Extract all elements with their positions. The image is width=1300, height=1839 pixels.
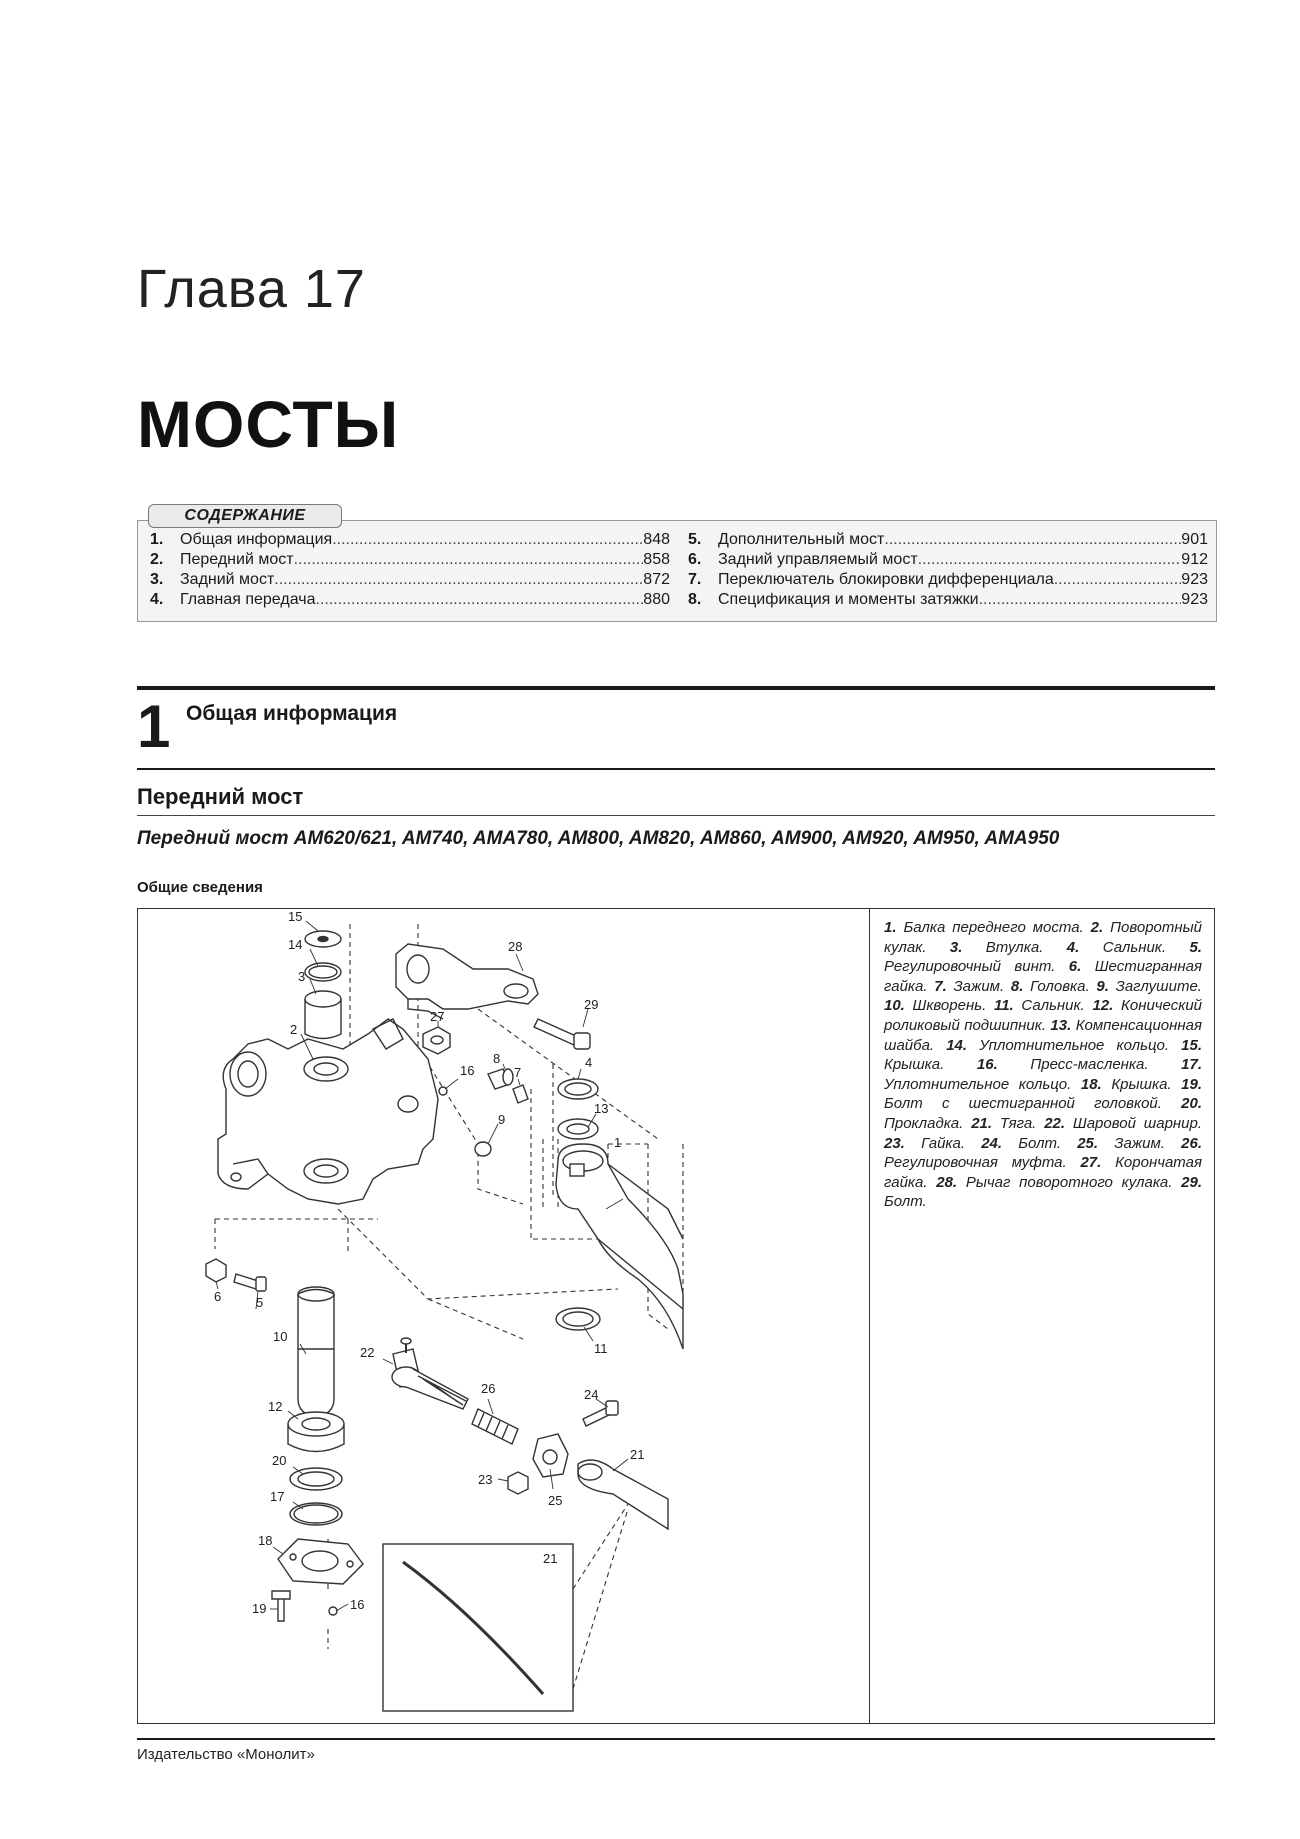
- legend-text: Конический роликовый подшипник.: [884, 997, 1202, 1034]
- dot-leader: [274, 570, 643, 590]
- legend-text: Болт.: [1018, 1134, 1062, 1152]
- callout-19: 19: [252, 1601, 267, 1616]
- legend-number: 20.: [1181, 1095, 1202, 1113]
- callout-leaders: [216, 921, 628, 1611]
- entry-label: Передний мост: [180, 551, 294, 568]
- legend-text: Компенсационная шайба.: [884, 1016, 1202, 1054]
- contents-entry[interactable]: [150, 550, 670, 570]
- publisher-footer: Издательство «Монолит»: [137, 1746, 315, 1763]
- legend-number: 1.: [884, 919, 897, 936]
- legend-number: 12.: [1092, 997, 1114, 1015]
- contents-left-column: [150, 530, 670, 610]
- callout-21: 21: [630, 1447, 645, 1462]
- legend-number: 14.: [946, 1036, 968, 1054]
- legend-number: 3.: [949, 938, 963, 956]
- legend-text: Крышка.: [884, 1056, 945, 1074]
- legend-number: 17.: [1181, 1056, 1203, 1074]
- entry-page: 912: [1181, 551, 1208, 568]
- section-title: Общая информация: [186, 702, 398, 725]
- legend-number: 23.: [884, 1134, 905, 1152]
- legend-number: 11.: [993, 997, 1014, 1015]
- legend-text: Пресс-масленка.: [1030, 1056, 1149, 1074]
- callout-13: 13: [594, 1101, 609, 1116]
- legend-number: 25.: [1077, 1134, 1099, 1152]
- chapter-label: Глава 17: [137, 259, 366, 319]
- callout-1: 1: [614, 1135, 622, 1150]
- entry-number: 7.: [688, 571, 702, 588]
- callout-7: 7: [514, 1065, 522, 1080]
- callout-23: 23: [478, 1472, 493, 1487]
- entry-label: Задний мост: [180, 571, 275, 588]
- entry-number: 6.: [688, 551, 702, 568]
- dot-leader: [979, 590, 1182, 610]
- subsection-heading: Передний мост: [137, 784, 304, 809]
- callout-17: 17: [270, 1489, 285, 1504]
- entry-number: 1.: [150, 531, 164, 548]
- figure-legend: [884, 918, 1202, 1212]
- legend-text: Сальник.: [1102, 938, 1167, 956]
- diagram-drawing: [206, 924, 683, 1711]
- callout-20: 20: [272, 1453, 287, 1468]
- legend-text: Зажим.: [953, 977, 1005, 995]
- entry-label: Спецификация и моменты затяжки: [718, 591, 979, 608]
- callout-16: 16: [460, 1063, 475, 1078]
- subsection-rule: [137, 815, 1215, 816]
- footer-rule: [137, 1738, 1215, 1740]
- dot-leader: [332, 530, 643, 550]
- callout-14: 14: [288, 937, 303, 952]
- legend-number: 29.: [1181, 1173, 1203, 1191]
- legend-text: Регулировочная муфта.: [884, 1154, 1067, 1172]
- legend-number: 21.: [971, 1114, 993, 1132]
- entry-label: Задний управляемый мост: [718, 551, 918, 568]
- legend-number: 22.: [1044, 1114, 1066, 1132]
- callout-9: 9: [498, 1112, 506, 1127]
- section-number: 1: [137, 693, 171, 760]
- legend-text: Зажим.: [1114, 1134, 1165, 1152]
- callout-12: 12: [268, 1399, 283, 1414]
- callout-11: 11: [594, 1341, 608, 1356]
- legend-text: Рычаг поворотного кулака.: [965, 1173, 1173, 1191]
- legend-text: Шаровой шарнир.: [1072, 1114, 1203, 1132]
- legend-text: Сальник.: [1021, 997, 1085, 1015]
- callout-6: 6: [214, 1289, 222, 1304]
- callout-21: 21: [543, 1551, 558, 1566]
- entry-page: 880: [643, 591, 670, 608]
- legend-number: 18.: [1080, 1075, 1102, 1093]
- legend-number: 6.: [1068, 958, 1082, 976]
- callout-29: 29: [584, 997, 599, 1012]
- callout-8: 8: [493, 1051, 501, 1066]
- legend-number: 24.: [981, 1134, 1003, 1152]
- legend-text: Крышка.: [1111, 1075, 1172, 1093]
- legend-text: Головка.: [1030, 977, 1090, 995]
- contents-entry[interactable]: [688, 590, 1208, 610]
- callout-2: 2: [290, 1022, 298, 1037]
- legend-text: Болт с шестигранной головкой.: [884, 1095, 1162, 1113]
- legend-number: 8.: [1010, 977, 1024, 995]
- legend-number: 2.: [1090, 919, 1104, 936]
- callout-3: 3: [298, 969, 306, 984]
- legend-number: 19.: [1181, 1075, 1203, 1093]
- entry-page: 923: [1181, 591, 1208, 608]
- figure-divider: [869, 908, 870, 1724]
- callout-5: 5: [256, 1295, 264, 1310]
- section-bottom-rule: [137, 768, 1215, 770]
- entry-number: 4.: [150, 591, 164, 608]
- callout-28: 28: [508, 939, 523, 954]
- front-axle-exploded-diagram: [138, 909, 868, 1723]
- entry-label: Дополнительный мост: [718, 531, 885, 548]
- contents-entry[interactable]: [688, 570, 1208, 590]
- dot-leader: [1054, 570, 1182, 590]
- legend-number: 15.: [1181, 1036, 1203, 1054]
- contents-heading: СОДЕРЖАНИЕ: [148, 504, 342, 528]
- entry-page: 848: [643, 531, 670, 548]
- legend-text: Втулка.: [985, 938, 1044, 956]
- general-info-heading: Общие сведения: [137, 879, 263, 896]
- legend-text: Уплотнительное кольцо.: [979, 1036, 1170, 1054]
- legend-number: 26.: [1181, 1134, 1203, 1152]
- legend-number: 5.: [1189, 938, 1202, 956]
- legend-text: Поворотный кулак.: [884, 919, 1203, 956]
- legend-text: Шестигранная гайка.: [884, 958, 1203, 995]
- entry-page: 901: [1181, 531, 1208, 548]
- legend-text: Балка переднего моста.: [903, 919, 1084, 936]
- legend-text: Шкворень.: [912, 997, 987, 1015]
- legend-text: Тяга.: [999, 1114, 1037, 1132]
- entry-number: 2.: [150, 551, 164, 568]
- entry-number: 3.: [150, 571, 164, 588]
- contents-entry[interactable]: [688, 550, 1208, 570]
- callout-25: 25: [548, 1493, 563, 1508]
- callout-26: 26: [481, 1381, 496, 1396]
- legend-text: Болт.: [884, 1193, 927, 1211]
- legend-text: Гайка.: [921, 1134, 966, 1152]
- entry-label: Общая информация: [180, 531, 333, 548]
- dot-leader: [884, 530, 1181, 550]
- legend-text: Корончатая гайка.: [884, 1154, 1202, 1191]
- entry-number: 8.: [688, 591, 702, 608]
- entry-label: Главная передача: [180, 591, 316, 608]
- chapter-title: МОСТЫ: [137, 387, 400, 461]
- contents-entry[interactable]: [150, 570, 670, 590]
- callout-18: 18: [258, 1533, 273, 1548]
- legend-text: Заглушите.: [1115, 977, 1202, 995]
- section-top-rule: [137, 686, 1215, 690]
- contents-entry[interactable]: [150, 590, 670, 610]
- callout-10: 10: [273, 1329, 288, 1344]
- entry-label: Переключатель блокировки дифференциала: [718, 571, 1054, 588]
- legend-number: 10.: [884, 997, 905, 1015]
- dot-leader: [918, 550, 1182, 570]
- callout-27: 27: [430, 1009, 445, 1024]
- legend-text: Уплотнительное кольцо.: [884, 1075, 1072, 1093]
- dot-leader: [315, 590, 643, 610]
- entry-page: 872: [643, 571, 670, 588]
- legend-number: 7.: [934, 977, 947, 995]
- legend-number: 16.: [976, 1056, 998, 1074]
- callout-16: 16: [350, 1597, 365, 1612]
- legend-text: Прокладка.: [884, 1114, 964, 1132]
- legend-number: 27.: [1080, 1154, 1102, 1172]
- model-list-heading: Передний мост AM620/621, AM740, AMA780, AM800, AM820, AM860, AM900, AM920, AM950, AMA950: [137, 828, 1060, 849]
- entry-page: 923: [1181, 571, 1208, 588]
- dot-leader: [294, 550, 644, 570]
- entry-number: 5.: [688, 531, 702, 548]
- entry-page: 858: [643, 551, 670, 568]
- callout-24: 24: [584, 1387, 599, 1402]
- callout-4: 4: [585, 1055, 593, 1070]
- contents-right-column: [688, 530, 1208, 610]
- contents-entry[interactable]: [688, 530, 1208, 550]
- legend-text: Регулировочный винт.: [884, 958, 1056, 976]
- contents-entry[interactable]: [150, 530, 670, 550]
- legend-number: 4.: [1066, 938, 1080, 956]
- legend-number: 13.: [1050, 1016, 1072, 1034]
- legend-number: 28.: [936, 1173, 958, 1191]
- callout-numbers: [214, 909, 644, 1616]
- callout-15: 15: [288, 909, 303, 924]
- legend-number: 9.: [1096, 977, 1109, 995]
- callout-22: 22: [360, 1345, 375, 1360]
